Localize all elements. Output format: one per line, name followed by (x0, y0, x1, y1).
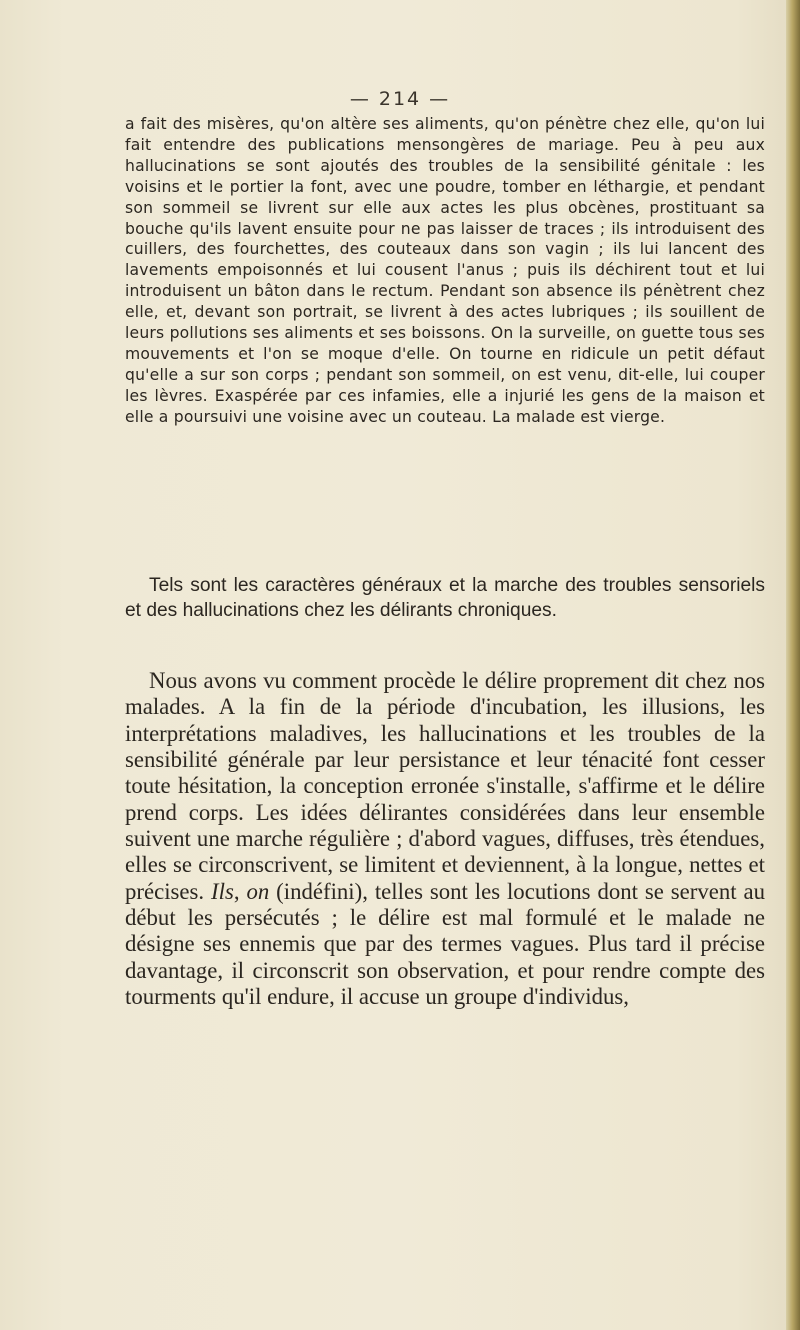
page-number: — 214 — (349, 88, 451, 110)
book-spine-edge (786, 0, 800, 1330)
italic-term-ils: Ils (211, 878, 234, 904)
paragraph-text-start: Nous avons vu comment procède le délire proprement dit chez nos malades. A la fin de la période d'incubation, les illusions, les interprétations maladives, les hallucinations et les troubles de la sensibilité générale par leur persistance et leur ténacité font cesser toute hésitation, la conception erronée s'installe, s'affirme et le délire prend corps. Les idées délirantes considérées dans leur ensemble suivent une marche régulière ; d'abord vagues, diffuses, très étendues, elles se circonscrivent, se limitent et deviennent, à la longue, nettes et précises. (125, 668, 765, 904)
case-description-paragraph: a fait des misères, qu'on altère ses aliments, qu'on pénètre chez elle, qu'on lui fait entendre des publications mensongères de mariage. Peu à peu aux hallucinations se sont ajoutés des troubles de la sensibilité génitale : les voisins et le portier la font, avec une poudre, tomber en léthargie, et pendant son sommeil se livrent sur elle aux actes les plus obcènes, prostituant sa bouche qu'ils lavent ensuite pour ne pas laisser de traces ; ils introduisent des cuillers, des fourchettes, des couteaux dans son vagin ; ils lui lancent des lavements empoisonnés et lui cousent l'anus ; puis ils déchirent tout et lui introduisent un bâton dans le rectum. Pendant son absence ils pénètrent chez elle, et, devant son portrait, se livrent à des actes lubriques ; ils souillent de leurs pollutions ses aliments et ses boissons. On la surveille, on guette tous ses mouvements et l'on se moque d'elle. On tourne en ridicule un petit défaut qu'elle a sur son corps ; pendant son sommeil, on est venu, dit-elle, lui couper les lèvres. Exaspérée par ces infamies, elle a injurié les gens de la maison et elle a poursuivi une voisine avec un couteau. La malade est vierge. (125, 115, 765, 426)
delirium-progression-paragraph (125, 668, 765, 1010)
summary-paragraph: Tels sont les caractères généraux et la marche des troubles sensoriels et des hallucinations chez les délirants chroniques. (125, 575, 765, 621)
separator: , (233, 878, 247, 904)
italic-term-on: on (246, 878, 270, 904)
paragraph-text-end: (indéfini), telles sont les locutions dont se servent au début les persécutés ; le délire est mal formulé et le malade ne désigne ses ennemis que par des termes vagues. Plus tard il précise davantage, il circonscrit son observation, et pour rendre compte des tourments qu'il endure, il accuse un groupe d'individus, (125, 878, 766, 1010)
